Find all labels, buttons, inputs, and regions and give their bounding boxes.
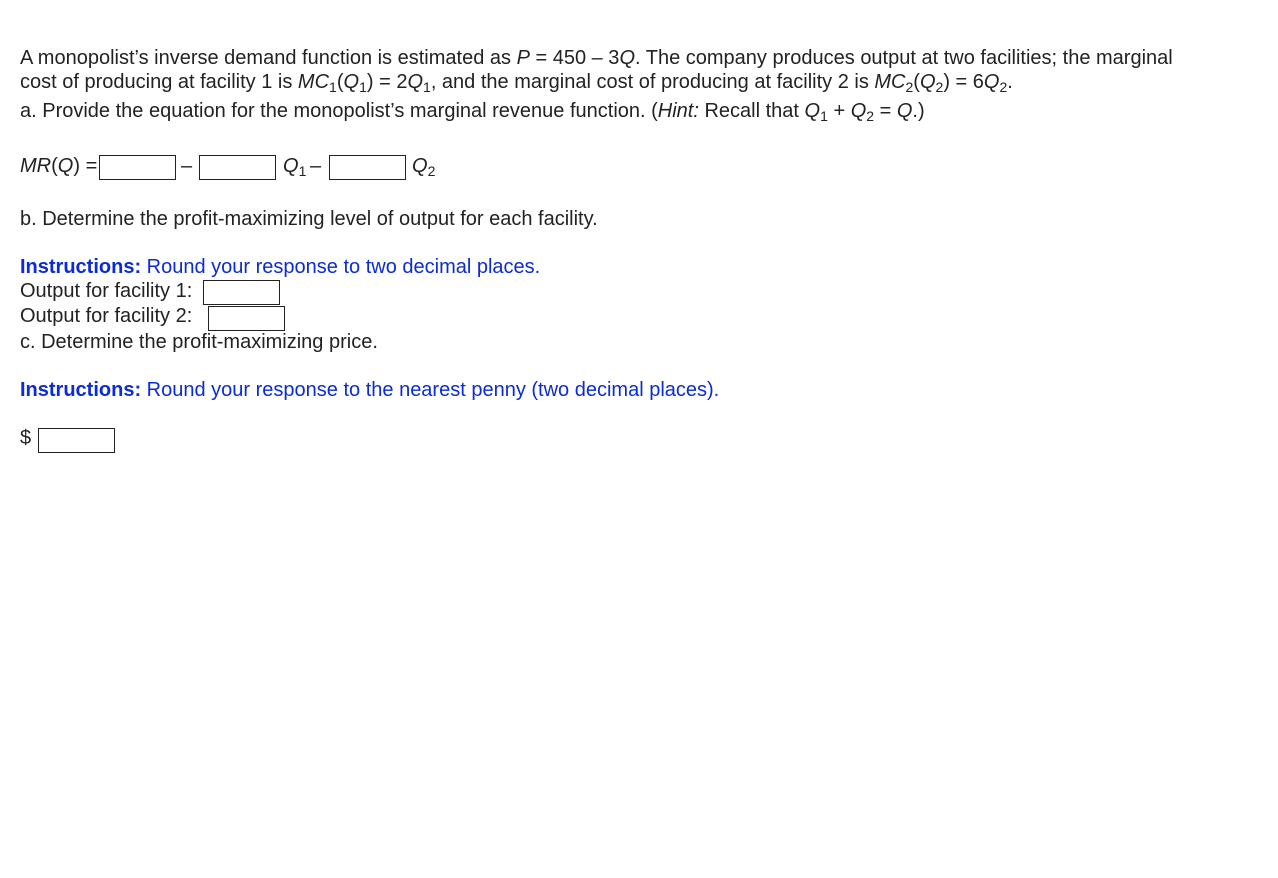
- hint-q2: Q: [850, 100, 867, 122]
- mc1-equals: = 2: [373, 71, 408, 93]
- mr-minus-2: –: [310, 155, 322, 177]
- part-a-text: a. Provide the equation for the monopolist’s marginal revenue function. (: [20, 100, 658, 122]
- mr-paren-close: ): [73, 155, 81, 177]
- facility-2-label: Output for facility 2:: [20, 305, 193, 327]
- part-c-instructions-label: Instructions:: [20, 379, 142, 401]
- hint-label: Hint:: [657, 100, 699, 122]
- cost-text-continued: , and the marginal cost of producing at facility 2 is: [430, 71, 875, 93]
- paren-close-2: ): [943, 71, 950, 93]
- mr-equals: =: [80, 155, 98, 177]
- period: .: [1007, 71, 1013, 93]
- mc2-subscript: 2: [905, 79, 914, 95]
- mc1-subscript: 1: [329, 79, 337, 95]
- dollar-sign: $: [20, 427, 32, 449]
- part-a-prompt: [20, 99, 925, 123]
- mr-q1-symbol: Q: [283, 155, 299, 177]
- intro-text-continued: . The company produces output at two facilities; the marginal: [635, 47, 1173, 69]
- part-c-prompt: c. Determine the profit-maximizing price.: [20, 331, 378, 353]
- hint-q2-subscript: 2: [866, 108, 875, 124]
- facility-2-output-input[interactable]: [208, 306, 285, 331]
- intro-text: A monopolist’s inverse demand function is estimated as: [20, 47, 517, 69]
- q1-symbol-rhs: Q: [407, 71, 424, 93]
- part-b-instructions-text: Round your response to two decimal places.: [141, 256, 541, 278]
- part-c-instructions-text: Round your response to the nearest penny (two decimal places).: [141, 379, 720, 401]
- part-b-instructions: [20, 255, 540, 279]
- mr-q2-subscript: 2: [427, 163, 436, 179]
- mr-q1-coefficient-input[interactable]: [199, 155, 276, 180]
- mr-q2-coefficient-input[interactable]: [329, 155, 406, 180]
- q2-symbol: Q: [919, 71, 936, 93]
- paren-open-2: (: [913, 71, 920, 93]
- cost-text: cost of producing at facility 1 is: [20, 71, 298, 93]
- price-symbol: P: [516, 47, 530, 69]
- mr-q1-subscript: 1: [298, 163, 307, 179]
- q1-subscript-rhs: 1: [423, 79, 431, 95]
- mr-label: [20, 154, 97, 178]
- q2-subscript-rhs: 2: [999, 79, 1008, 95]
- mr-q2-symbol: Q: [412, 155, 428, 177]
- problem-line-1: [20, 46, 1173, 70]
- quantity-symbol: Q: [619, 47, 635, 69]
- hint-q1-subscript: 1: [820, 108, 828, 124]
- part-b-prompt: b. Determine the profit-maximizing level of output for each facility.: [20, 208, 598, 230]
- facility-1-label: Output for facility 1:: [20, 280, 193, 302]
- mr-constant-input[interactable]: [99, 155, 176, 180]
- mr-q-symbol: Q: [57, 155, 74, 177]
- q1-subscript: 1: [359, 79, 367, 95]
- paren-close: ): [366, 71, 374, 93]
- mr-q2-term: [412, 154, 435, 178]
- mc1-symbol: MC: [297, 71, 330, 93]
- q2-symbol-rhs: Q: [983, 71, 1000, 93]
- mr-paren-open: (: [51, 155, 58, 177]
- facility-1-output-input[interactable]: [203, 280, 280, 305]
- hint-q1: Q: [804, 100, 821, 122]
- q2-subscript: 2: [935, 79, 944, 95]
- mc2-symbol: MC: [874, 71, 906, 93]
- hint-end: .): [912, 100, 925, 122]
- price-input[interactable]: [38, 428, 115, 453]
- mr-symbol: MR: [20, 155, 52, 177]
- demand-equation: = 450 – 3: [529, 47, 620, 69]
- hint-q: Q: [896, 100, 913, 122]
- mc2-equals: = 6: [950, 71, 984, 93]
- hint-plus: +: [827, 100, 851, 122]
- part-c-instructions: [20, 378, 719, 402]
- hint-text: Recall that: [698, 100, 805, 122]
- mr-minus-1: –: [181, 155, 193, 177]
- part-b-instructions-label: Instructions:: [20, 256, 142, 278]
- q1-symbol: Q: [343, 71, 360, 93]
- mr-q1-term: [283, 154, 306, 178]
- problem-line-2: [20, 70, 1013, 94]
- paren-open: (: [336, 71, 344, 93]
- hint-equals: =: [874, 100, 897, 122]
